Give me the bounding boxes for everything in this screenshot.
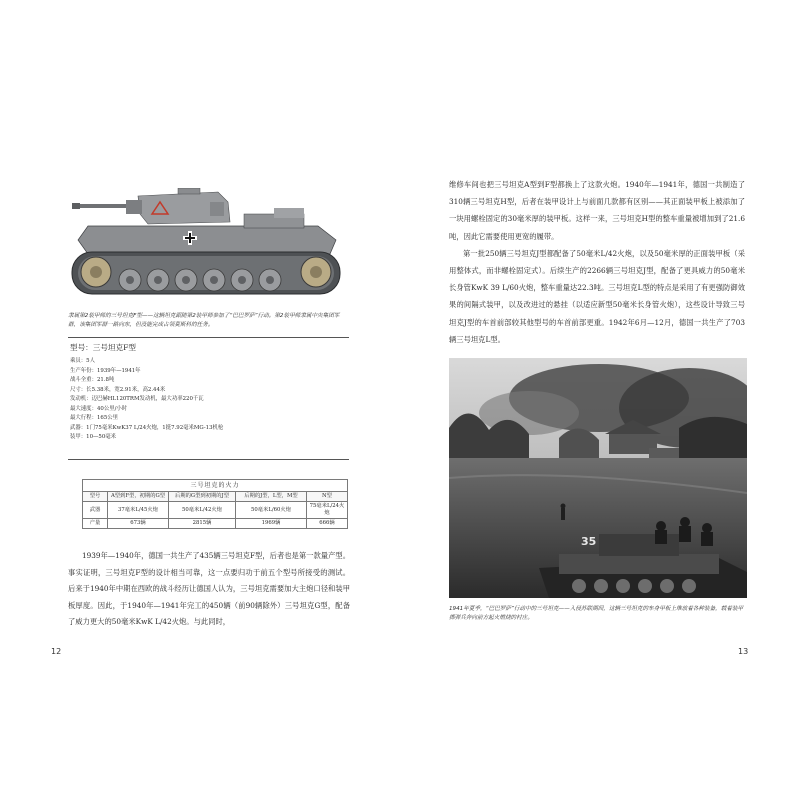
table-row (83, 502, 348, 519)
illustration-caption: 隶属第2装甲师的三号坦克F型——这辆坦克跟随第2装甲师参加了“巴巴罗萨”行动。第2装甲师隶属中央集团军群，该集团军群一路向东，但没能完成占领莫斯科的任务。 (68, 313, 340, 328)
spec-line-production: 生产年份：1939年—1941年 (70, 367, 141, 374)
left-body-paragraph: 1939年—1940年，德国一共生产了435辆三号坦克F型，后者也是第一款量产型。事实证明，三号坦克F型的设计相当可靠，这一点要归功于前五个型号所接受的测试。后来于1940年中期在西欧的战斗经历让德国人认为，三号坦克需要加大主炮口径和装甲板厚度。因此，于1940年—1941年完工的450辆（前90辆除外）三号坦克G型，配备了威力更大的50毫米KwK L/42火炮。与此同时， (68, 551, 350, 627)
table-header-cell: 后期的G型到初期的J型 (169, 492, 236, 502)
page-number-right: 13 (738, 647, 749, 656)
tank-illustration (68, 188, 348, 306)
spec-line-armament: 武器：1门75毫米KwK37 L/24火炮，1挺7.92毫米MG-13机枪 (70, 424, 224, 431)
spec-line-weight: 战斗全重：21.8吨 (70, 377, 115, 384)
table-title-row (83, 480, 348, 492)
table-cell: 1969辆 (236, 519, 307, 529)
table-title: 三号坦克的火力 (83, 480, 348, 492)
right-paragraph-1: 维修车间也把三号坦克A型到F型都换上了这款火炮。1940年—1941年，德国一共制造了310辆三号坦克H型，后者在装甲设计上与前面几款都有区别——其正面装甲板上被添加了一块用螺栓固定的30毫米厚的装甲板。这样一来，三号坦克H型的整车重量被增加到了21.6吨，因此它需要使用更宽的履带。 (449, 180, 745, 241)
spec-line-crew: 乘员：5人 (70, 358, 95, 364)
table-header-cell: N型 (307, 492, 348, 502)
spec-title: 型号：三号坦克F型 (70, 343, 137, 352)
table-cell: 666辆 (307, 519, 348, 529)
table-cell: 37毫米L/45火炮 (108, 502, 169, 519)
spec-bottom-rule (68, 459, 349, 460)
table-cell: 50毫米L/60火炮 (236, 502, 307, 519)
firepower-table (82, 479, 348, 529)
spec-block (70, 341, 350, 443)
table-cell: 673辆 (108, 519, 169, 529)
right-body-text (449, 176, 745, 348)
table-header-cell: A型到F型，初期的G型 (108, 492, 169, 502)
spec-line-armour: 装甲：10—50毫米 (70, 434, 117, 441)
table-header-cell: 后期的J型，L型，M型 (236, 492, 307, 502)
table-cell: 产量 (83, 519, 108, 529)
spec-line-engine: 发动机：迈巴赫HL120TRM发动机，最大功率220千瓦 (70, 396, 204, 403)
right-paragraph-2: 第一批250辆三号坦克J型都配备了50毫米L/42火炮，以及50毫米厚的正面装甲板（采用整体式，而非螺栓固定式）。后续生产的2266辆三号坦克J型，配备了更具威力的50毫米长身管KwK 39 L/60火炮，整车重量达22.3吨。三号坦克L型的特点是采用了有更强防御效果的间隔式装甲，以及改进过的悬挂（以适应新型50毫米长身管火炮），这些设计导致三号坦克J型的车首前部较其他型号的车首前部更重。1942年6月—12月，德国一共生产了703辆三号坦克L型。 (449, 248, 745, 344)
photo-caption: 1941年夏季，“巴巴罗萨”行动中的三号坦克——入侵苏联期间，这辆三号坦克的车身甲板上堆放着各种装备，载着装甲掷弹兵奔向前方起火燃烧的村庄。 (449, 606, 744, 621)
turret-number: 35 (581, 535, 597, 548)
spec-line-speed: 最大速度：40公里/小时 (70, 405, 128, 412)
spec-line-dimensions: 尺寸：长5.38米，宽2.91米，高2.44米 (70, 386, 166, 393)
spec-line-range: 最大行程：165公里 (70, 415, 119, 422)
page-number-left: 12 (51, 647, 62, 656)
table-header-row (83, 492, 348, 502)
table-row (83, 519, 348, 529)
table-cell: 武器 (83, 502, 108, 519)
spec-top-rule (68, 337, 349, 338)
table-cell: 50毫米L/42火炮 (169, 502, 236, 519)
table-cell: 2815辆 (169, 519, 236, 529)
war-photo (449, 358, 747, 598)
table-header-cell: 型号 (83, 492, 108, 502)
table-cell: 75毫米L/24火炮 (307, 502, 348, 519)
